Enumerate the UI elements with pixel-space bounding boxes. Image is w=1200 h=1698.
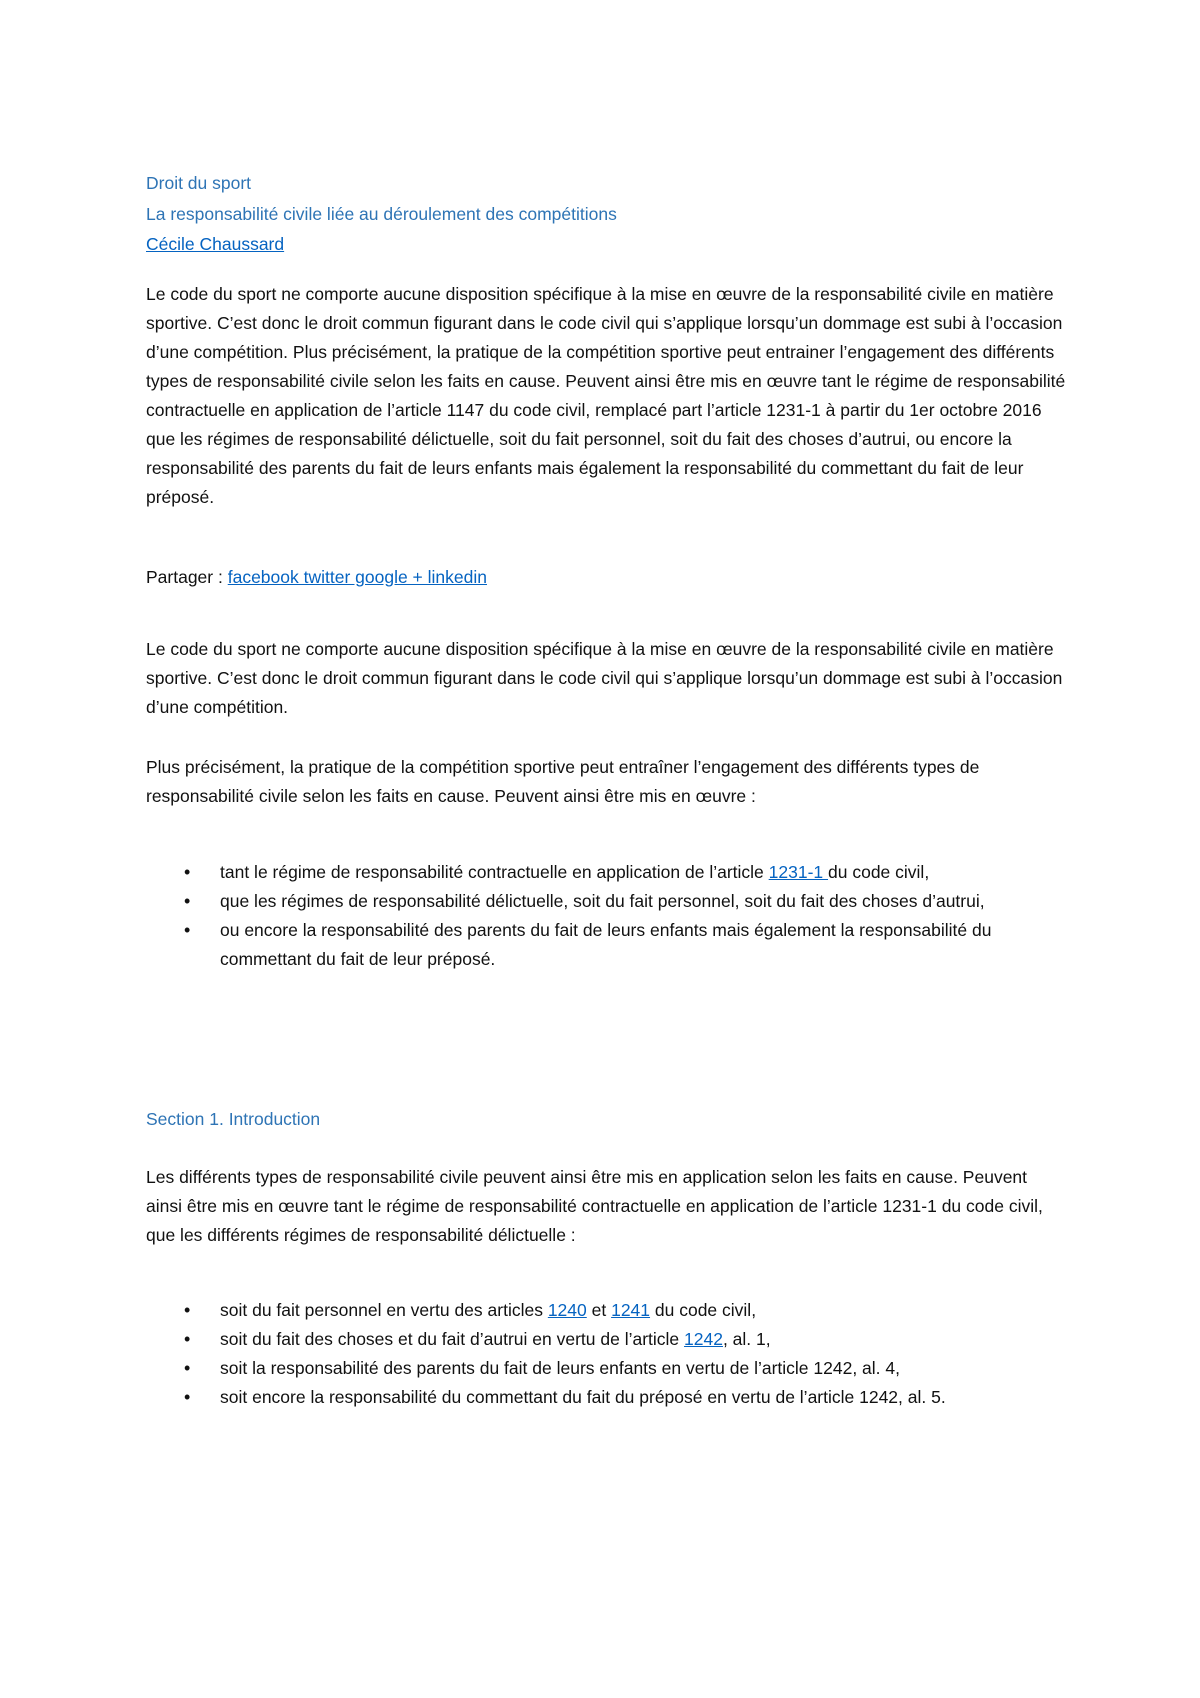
author-link[interactable]: Cécile Chaussard (146, 234, 285, 254)
list-item: • soit du fait des choses et du fait d’autrui en vertu de l’article 1242, al. 1, (146, 1325, 1066, 1354)
list-item: • soit la responsabilité des parents du fait de leurs enfants en vertu de l’article 1242, al. 4, (146, 1354, 1066, 1383)
section-1-heading: Section 1. Introduction (146, 1109, 321, 1129)
list-item: • ou encore la responsabilité des parents du fait de leurs enfants mais également la responsabilité du commettant du fait de leur préposé. (146, 916, 1066, 974)
article-1242-link[interactable]: 1242 (684, 1329, 723, 1349)
list-item: • soit encore la responsabilité du commettant du fait du préposé en vertu de l’article 1242, al. 5. (146, 1383, 1066, 1412)
page-title: La responsabilité civile liée au déroulement des compétitions (146, 204, 617, 224)
list-item: • soit du fait personnel en vertu des articles 1240 et 1241 du code civil, (146, 1296, 1066, 1325)
share-label: Partager : (146, 567, 228, 587)
body-paragraph-1: Le code du sport ne comporte aucune disposition spécifique à la mise en œuvre de la responsabilité civile en matière sportive. C’est donc le droit commun figurant dans le code civil qui s’applique lorsqu’un dommage est subi à l’occasion d’une compétition. (146, 639, 1063, 717)
share-row (146, 563, 1066, 592)
article-1241-link[interactable]: 1241 (611, 1300, 651, 1320)
list-item: • tant le régime de responsabilité contractuelle en application de l’article 1231-1 du code civil, (146, 858, 1066, 887)
document-header (146, 168, 1066, 258)
share-links[interactable]: facebook twitter google + linkedin (227, 567, 487, 587)
section-1-bullet-list (146, 1296, 1066, 1412)
intro-paragraph: Le code du sport ne comporte aucune disposition spécifique à la mise en œuvre de la responsabilité civile en matière sportive. C’est donc le droit commun figurant dans le code civil qui s’applique lorsqu’un dommage est subi à l’occasion d’une compétition. Plus précisément, la pratique de la compétition sportive peut entrainer l’engagement des différents types de responsabilité civile selon les faits en cause. Peuvent ainsi être mis en œuvre tant le régime de responsabilité contractuelle en application de l’article 1147 du code civil, remplacé part l’article 1231-1 à partir du 1er octobre 2016 que les régimes de responsabilité délictuelle, soit du fait personnel, soit du fait des choses d’autrui, ou encore la responsabilité des parents du fait de leurs enfants mais également la responsabilité du commettant du fait de leur préposé. (146, 284, 1066, 507)
body-bullet-list (146, 858, 1066, 974)
section-1-paragraph: Les différents types de responsabilité civile peuvent ainsi être mis en application selon les faits en cause. Peuvent ainsi être mis en œuvre tant le régime de responsabilité contractuelle en application de l’article 1231-1 du code civil, que les différents régimes de responsabilité délictuelle : (146, 1167, 1043, 1245)
list-item: • que les régimes de responsabilité délictuelle, soit du fait personnel, soit du fait des choses d’autrui, (146, 887, 1066, 916)
article-1231-1-link[interactable]: 1231-1 (768, 862, 829, 882)
article-1240-link[interactable]: 1240 (547, 1300, 587, 1320)
body-paragraph-2: Plus précisément, la pratique de la compétition sportive peut entraîner l’engagement des différents types de responsabilité civile selon les faits en cause. Peuvent ainsi être mis en œuvre : (146, 757, 980, 806)
category-heading: Droit du sport (146, 173, 252, 193)
